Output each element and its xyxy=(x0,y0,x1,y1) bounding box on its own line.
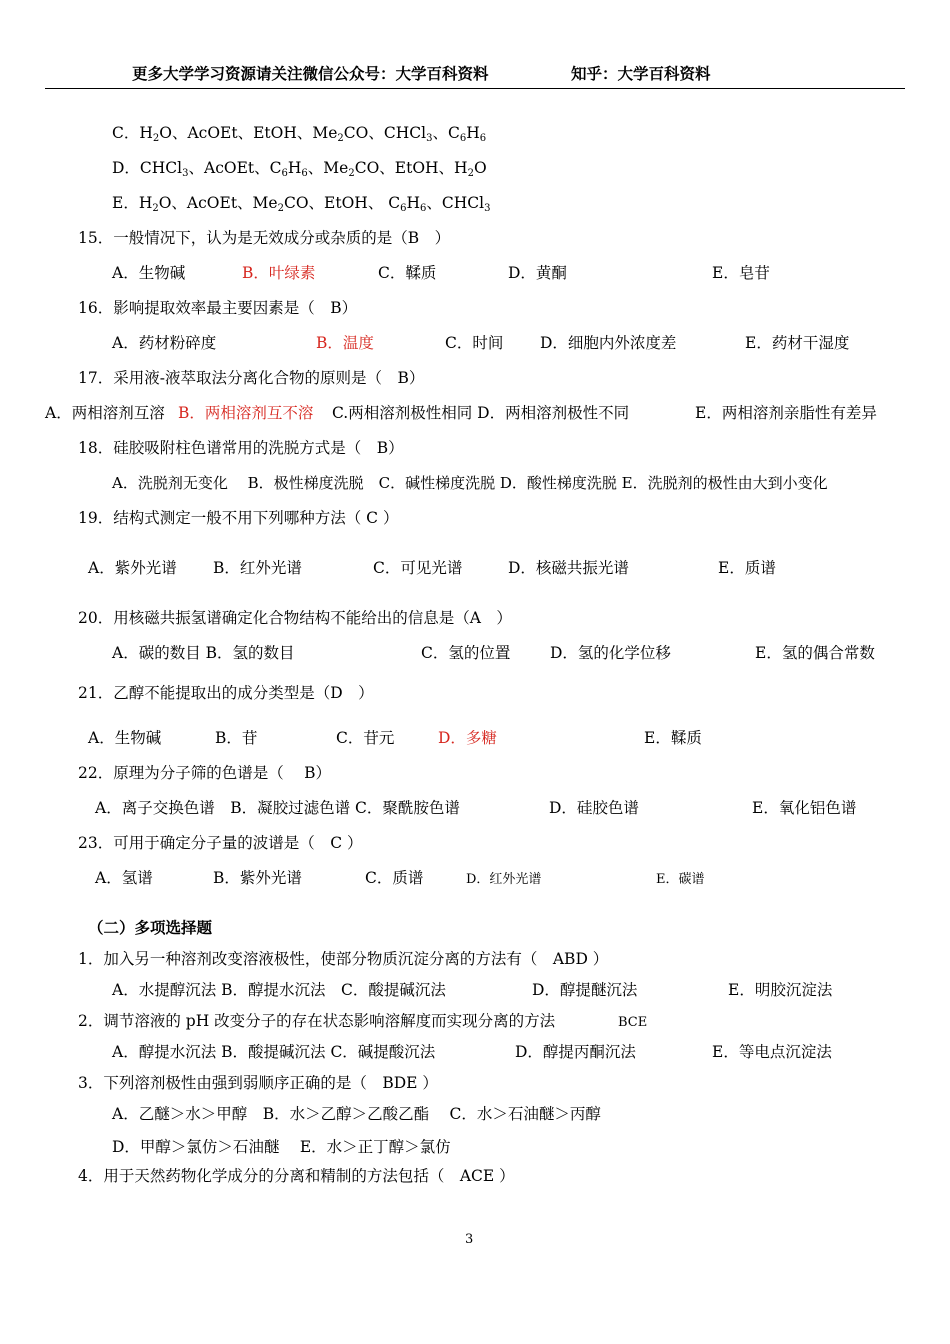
q21-option-c: C．苷元 xyxy=(336,729,395,747)
q23-option-d: D．红外光谱 xyxy=(466,872,542,887)
q20-option-c: C．氢的位置 xyxy=(421,644,511,662)
q15-option-a: A．生物碱 xyxy=(112,264,186,282)
q16-stem: 16．影响提取效率最主要因素是（ B） xyxy=(78,299,358,317)
q15-option-d: D．黄酮 xyxy=(508,264,567,282)
q23-stem: 23．可用于确定分子量的波谱是（ C ） xyxy=(78,834,363,852)
q15-stem: 15．一般情况下，认为是无效成分或杂质的是（B ） xyxy=(78,229,451,247)
q21-option-b: B．苷 xyxy=(215,729,258,747)
q20-option-e: E．氢的偶合常数 xyxy=(755,644,875,662)
q14-option-d: D．CHCl$_3$、AcOEt、$C_6H_6$、$Me_2CO$、EtOH、$H_2O$ xyxy=(112,159,487,179)
q22-option-e: E．氧化铝色谱 xyxy=(752,799,857,817)
q22-option-d: D．硅胶色谱 xyxy=(549,799,639,817)
q16-option-e: E．药材干湿度 xyxy=(745,334,850,352)
q15-option-b: B．叶绿素 xyxy=(242,264,316,282)
q21-stem: 21．乙醇不能提取出的成分类型是（D ） xyxy=(78,684,374,702)
q19-option-d: D．核磁共振光谱 xyxy=(508,559,629,577)
m3-stem: 3．下列溶剂极性由强到弱顺序正确的是（ BDE ） xyxy=(78,1074,438,1092)
q17-option-a: A．两相溶剂互溶 xyxy=(45,404,165,422)
q16-option-b: B．温度 xyxy=(316,334,374,352)
m1-option-d: D．醇提醚沉法 xyxy=(532,981,638,999)
q21-option-a: A．生物碱 xyxy=(88,729,162,747)
q16-option-d: D．细胞内外浓度差 xyxy=(540,334,677,352)
q14-option-e: E．$H_2O$、AcOEt、$Me_2CO$、EtOH、 $C_6H_6$、CHCl$_3$ xyxy=(112,194,491,214)
q19-option-a: A．紫外光谱 xyxy=(88,559,177,577)
m3-options-line2: D．甲醇＞氯仿＞石油醚 E．水＞正丁醇＞氯仿 xyxy=(112,1138,451,1156)
m1-option-abc: A．水提醇沉法 B．醇提水沉法 C．酸提碱沉法 xyxy=(112,981,446,999)
q21-option-e: E．鞣质 xyxy=(644,729,702,747)
q23-option-a: A．氢谱 xyxy=(95,869,153,887)
header-rule xyxy=(45,88,905,89)
m2-stem: 2．调节溶液的 pH 改变分子的存在状态影响溶解度而实现分离的方法 xyxy=(78,1012,556,1030)
q17-option-e: E．两相溶剂亲脂性有差异 xyxy=(695,404,877,422)
q17-option-b: B．两相溶剂互不溶 xyxy=(178,404,314,422)
q18-options: A．洗脱剂无变化 B．极性梯度洗脱 C．碱性梯度洗脱 D．酸性梯度洗脱 E．洗脱剂的极性由大到小变化 xyxy=(112,474,828,492)
m2-answer: BCE xyxy=(618,1015,648,1030)
m1-stem: 1．加入另一种溶剂改变溶液极性，使部分物质沉淀分离的方法有（ ABD ） xyxy=(78,950,609,968)
q22-option-abc: A．离子交换色谱 B．凝胶过滤色谱 C．聚酰胺色谱 xyxy=(95,799,460,817)
m4-stem: 4．用于天然药物化学成分的分离和精制的方法包括（ ACE ） xyxy=(78,1167,515,1185)
q20-option-ab: A．碳的数目 B．氢的数目 xyxy=(112,644,295,662)
q15-option-e: E．皂苷 xyxy=(712,264,770,282)
q19-stem: 19．结构式测定一般不用下列哪种方法（ C ） xyxy=(78,509,399,527)
q17-option-cd: C.两相溶剂极性相同 D．两相溶剂极性不同 xyxy=(332,404,630,422)
q16-option-a: A．药材粉碎度 xyxy=(112,334,217,352)
q21-option-d: D．多糖 xyxy=(438,729,497,747)
q17-stem: 17．采用液-液萃取法分离化合物的原则是（ B） xyxy=(78,369,425,387)
q19-option-c: C．可见光谱 xyxy=(373,559,463,577)
q19-option-e: E．质谱 xyxy=(718,559,776,577)
q20-stem: 20．用核磁共振氢谱确定化合物结构不能给出的信息是（A ） xyxy=(78,609,512,627)
m3-options-line1: A．乙醚＞水＞甲醇 B．水＞乙醇＞乙酸乙酯 C．水＞石油醚＞丙醇 xyxy=(112,1105,601,1123)
m2-option-d: D．醇提丙酮沉法 xyxy=(515,1043,636,1061)
q23-option-c: C．质谱 xyxy=(365,869,424,887)
m2-option-abc: A．醇提水沉法 B．酸提碱沉法 C．碱提酸沉法 xyxy=(112,1043,436,1061)
q23-option-b: B．紫外光谱 xyxy=(213,869,302,887)
m2-option-e: E．等电点沉淀法 xyxy=(712,1043,832,1061)
q18-stem: 18．硅胶吸附柱色谱常用的洗脱方式是（ B） xyxy=(78,439,404,457)
q19-option-b: B．红外光谱 xyxy=(213,559,302,577)
q16-option-c: C．时间 xyxy=(445,334,504,352)
m1-option-e: E．明胶沉淀法 xyxy=(728,981,833,999)
page-number: 3 xyxy=(465,1232,474,1247)
q15-option-c: C．鞣质 xyxy=(378,264,437,282)
header-right: 知乎：大学百科资料 xyxy=(571,64,711,83)
q14-option-c: C．$H_2O$、AcOEt、EtOH、$Me_2CO$、CHCl$_3$、$C_6H_6$ xyxy=(112,124,487,144)
q22-stem: 22．原理为分子筛的色谱是（ B） xyxy=(78,764,332,782)
section-title: （二）多项选择题 xyxy=(88,918,213,937)
q20-option-d: D．氢的化学位移 xyxy=(550,644,671,662)
q23-option-e: E．碳谱 xyxy=(656,872,705,887)
header-left: 更多大学学习资源请关注微信公众号：大学百科资料 xyxy=(132,64,489,83)
